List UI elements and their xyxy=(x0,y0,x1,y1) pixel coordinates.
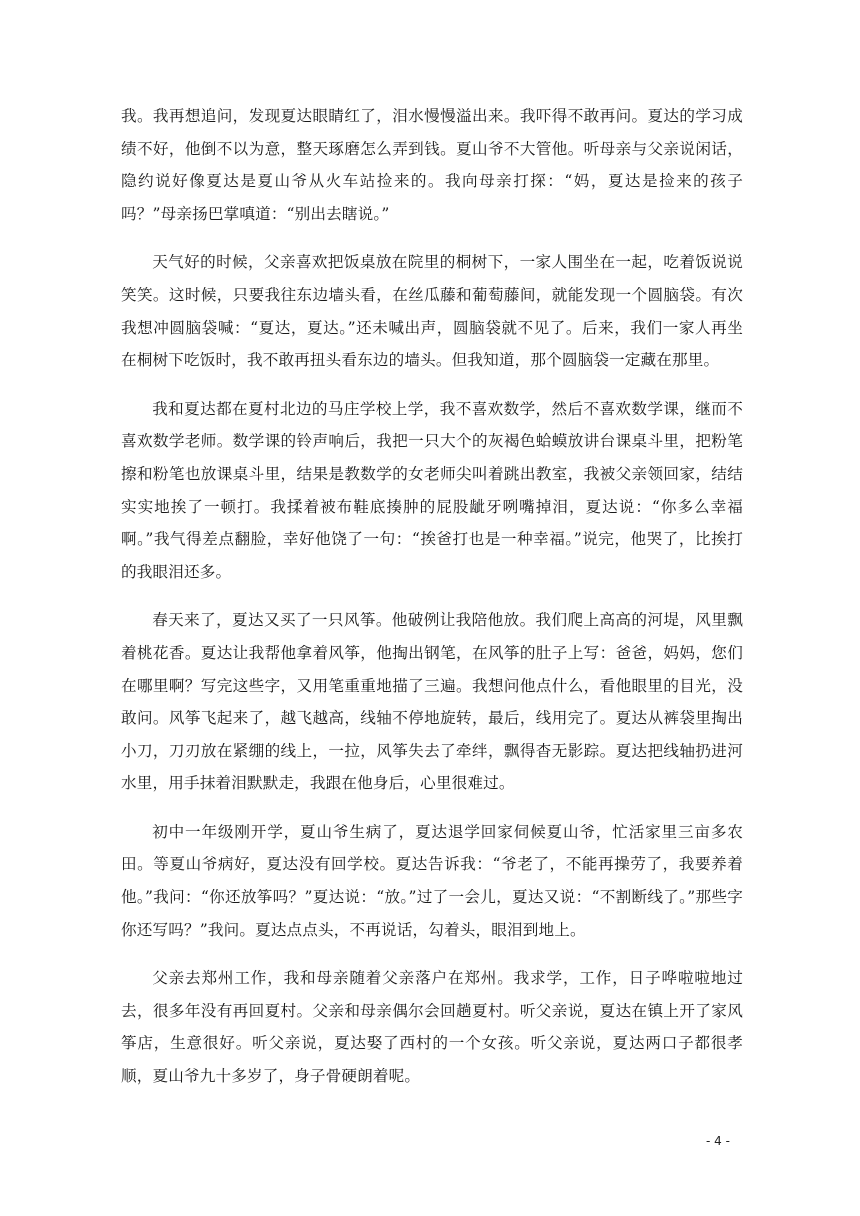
paragraph-spacer xyxy=(121,588,743,604)
paragraph: 父亲去郑州工作，我和母亲随着父亲落户在郑州。我求学，工作，日子哗啦啦地过去，很多年没有再回夏村。父亲和母亲偶尔会回趟夏村。听父亲说，夏达在镇上开了家风筝店，生意很好。听父亲说，夏达娶了西村的一个女孩。听父亲说，夏达两口子都很孝顺，夏山爷九十多岁了，身子骨硬朗着呢。 xyxy=(121,969,743,1086)
paragraph: 春天来了，夏达又买了一只风筝。他破例让我陪他放。我们爬上高高的河堤，风里飘着桃花香。夏达让我帮他拿着风筝，他掏出钢笔，在风筝的肚子上写：爸爸，妈妈，您们在哪里啊？写完这些字，又用笔重重地描了三遍。我想问他点什么，看他眼里的目光，没敢问。风筝飞起来了，越飞越高，线轴不停地旋转，最后，线用完了。夏达从裤袋里掏出小刀，刀刃放在紧绷的线上，一拉，风筝失去了牵绊，飘得杳无影踪。夏达把线轴扔进河水里，用手抹着泪默默走，我跟在他身后，心里很难过。 xyxy=(121,611,743,793)
paragraph-spacer xyxy=(121,377,743,393)
paragraph: 天气好的时候，父亲喜欢把饭桌放在院里的桐树下，一家人围坐在一起，吃着饭说说笑笑。这时候，只要我往东边墙头看，在丝瓜藤和葡萄藤间，就能发现一个圆脑袋。有次我想冲圆脑袋喊：“夏达，夏达。”还未喊出声，圆脑袋就不见了。后来，我们一家人再坐在桐树下吃饭时，我不敢再扭头看东边的墙头。但我知道，那个圆脑袋一定藏在那里。 xyxy=(121,253,743,370)
paragraph: 我和夏达都在夏村北边的马庄学校上学，我不喜欢数学，然后不喜欢数学课，继而不喜欢数学老师。数学课的铃声响后，我把一只大个的灰褐色蛤蟆放讲台课桌斗里，把粉笔擦和粉笔也放课桌斗里，结果是教数学的女老师尖叫着跳出教室，我被父亲领回家，结结实实地挨了一顿打。我揉着被布鞋底揍肿的屁股龇牙咧嘴掉泪，夏达说：“你多么幸福啊。”我气得差点翻脸，幸好他饶了一句：“挨爸打也是一种幸福。”说完，他哭了，比挨打的我眼泪还多。 xyxy=(121,399,743,581)
paragraph: 我。我再想追问，发现夏达眼睛红了，泪水慢慢溢出来。我吓得不敢再问。夏达的学习成绩不好，他倒不以为意，整天琢磨怎么弄到钱。夏山爷不大管他。听母亲与父亲说闲话，隐约说好像夏达是夏山爷从火车站捡来的。我向母亲打探：“妈，夏达是捡来的孩子吗？”母亲扬巴掌嗔道：“别出去瞎说。” xyxy=(121,107,743,223)
page-number: - 4 - xyxy=(706,1134,730,1148)
document-body xyxy=(121,100,743,1093)
paragraph-spacer xyxy=(121,800,743,816)
paragraph-spacer xyxy=(121,230,743,246)
paragraph-spacer xyxy=(121,946,743,962)
paragraph: 初中一年级刚开学，夏山爷生病了，夏达退学回家伺候夏山爷，忙活家里三亩多农田。等夏山爷病好，夏达没有回学校。夏达告诉我：“爷老了，不能再操劳了，我要养着他。”我问：“你还放筝吗？”夏达说：“放。”过了一会儿，夏达又说：“不割断线了。”那些字你还写吗？”我问。夏达点点头，不再说话，勾着头，眼泪到地上。 xyxy=(121,822,743,939)
